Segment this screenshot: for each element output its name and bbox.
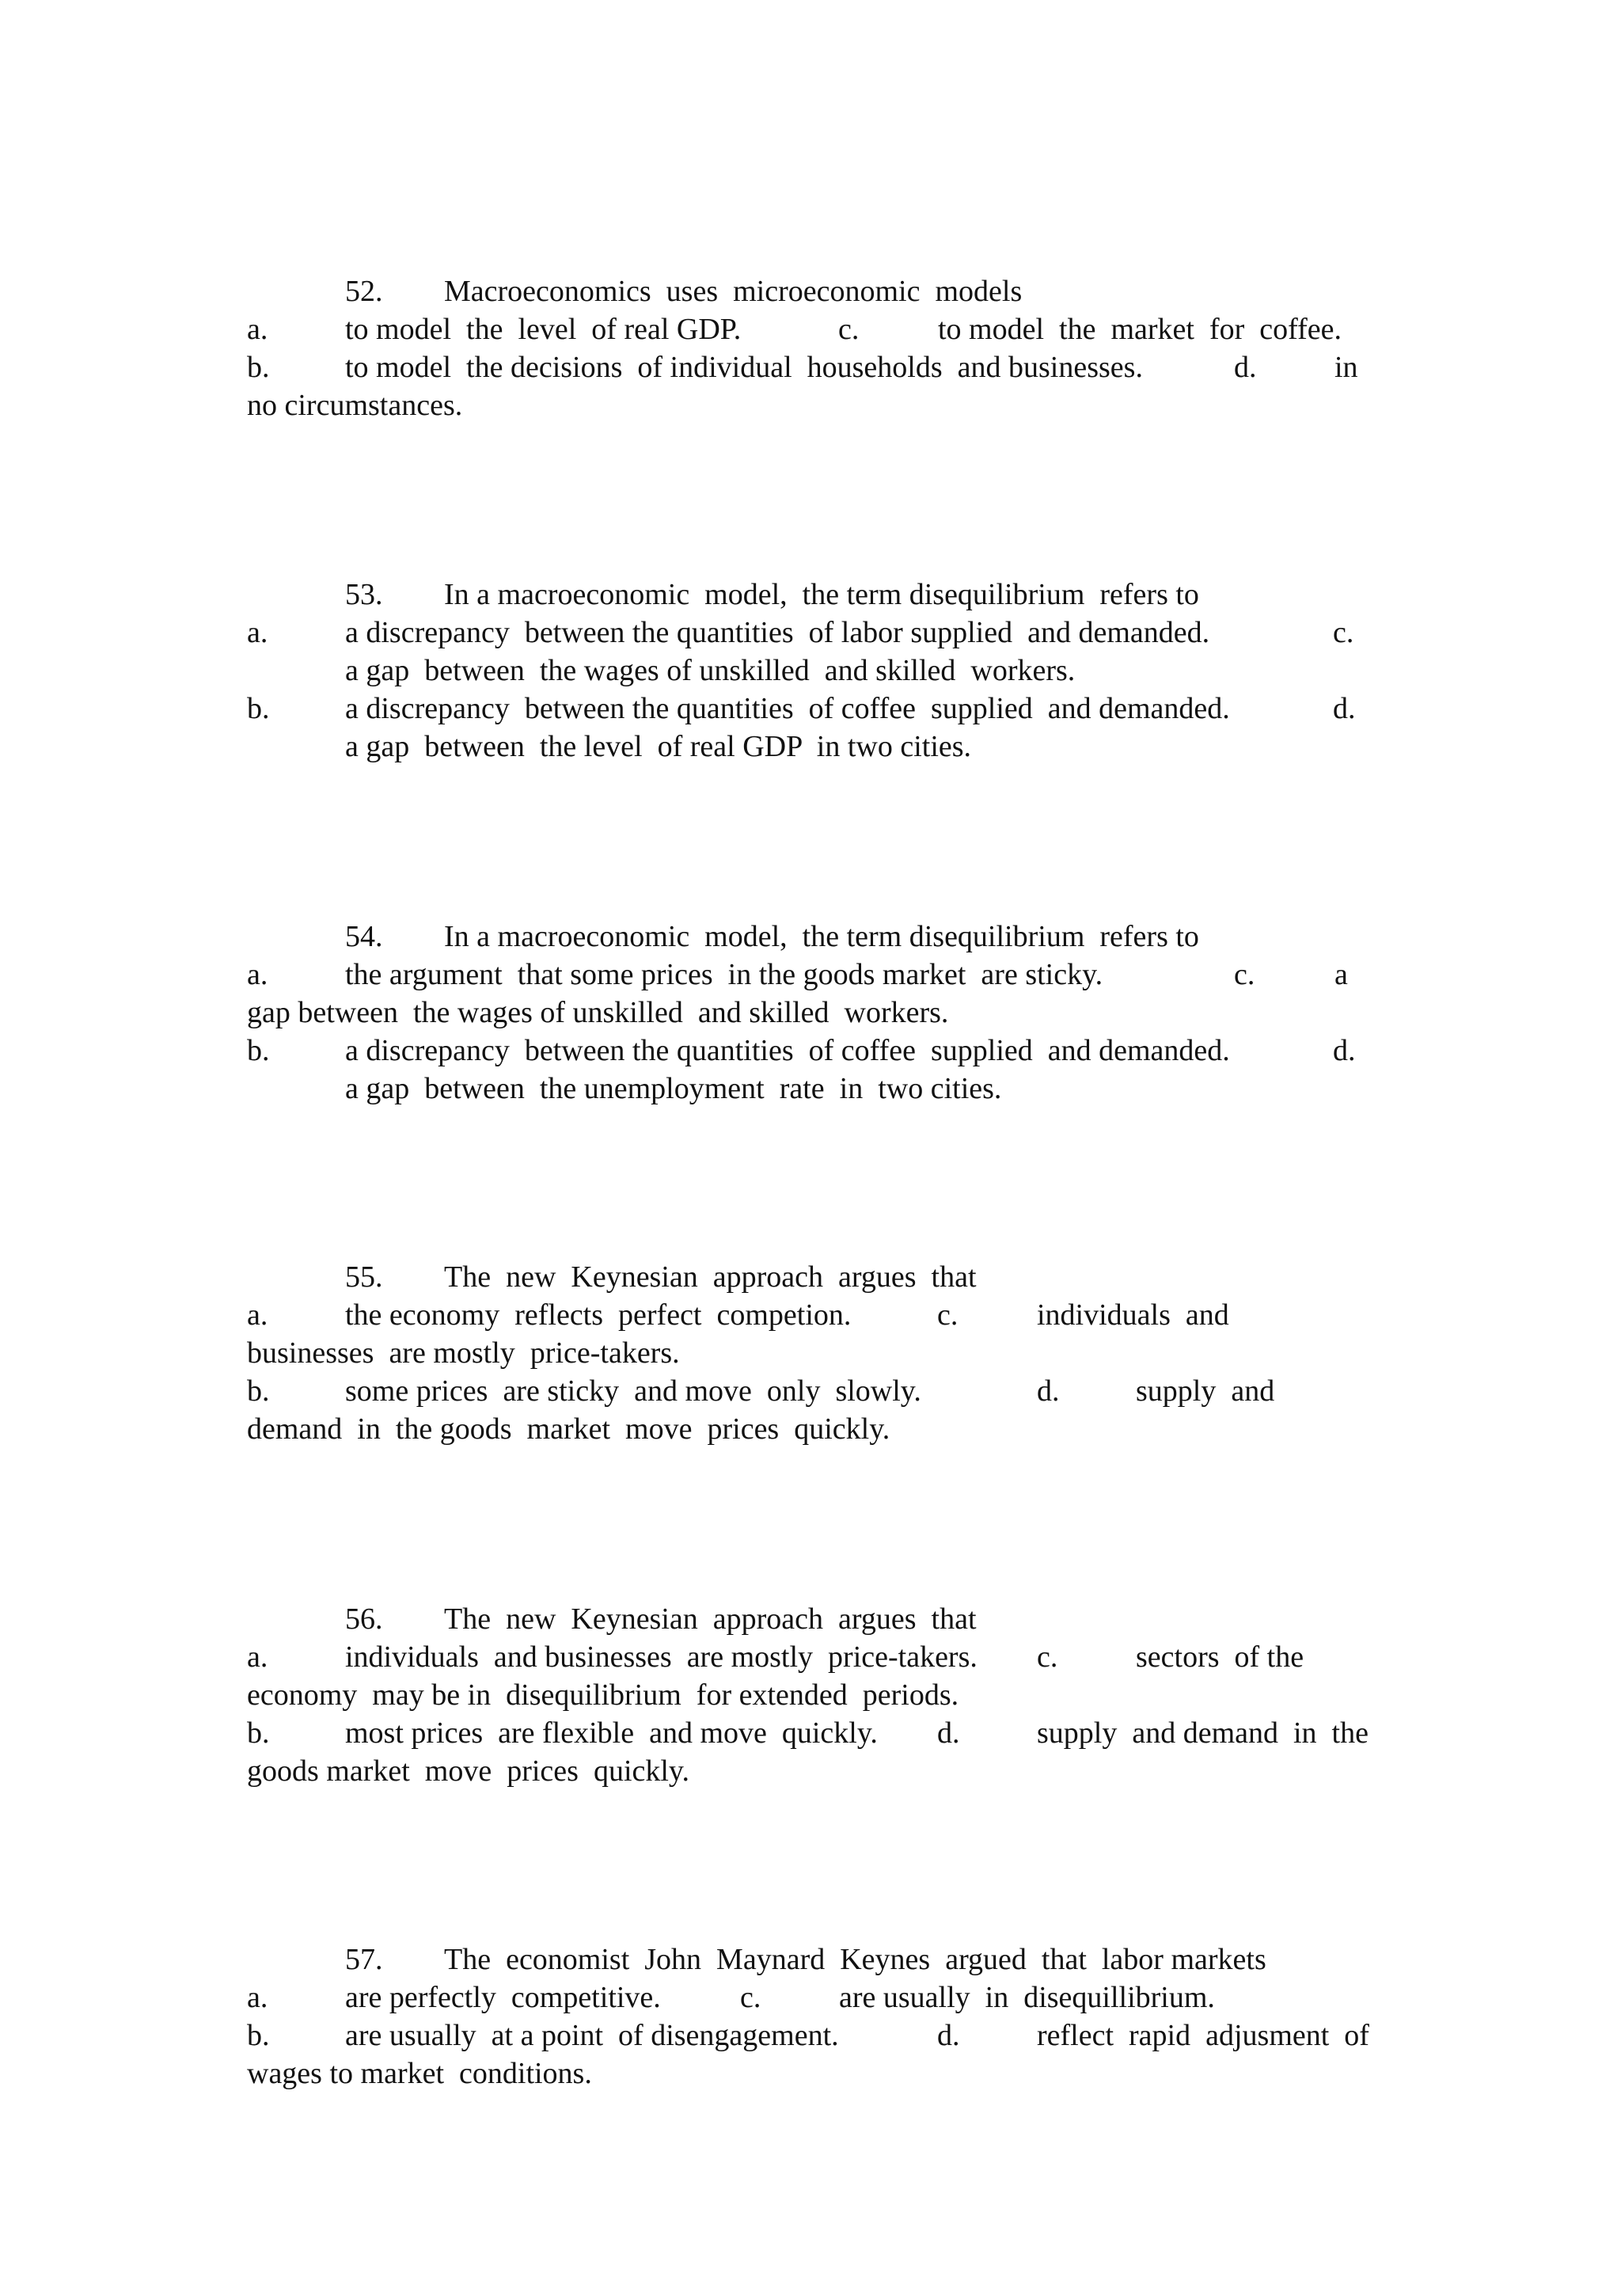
question-number: 54. [345, 920, 383, 953]
choice-letter: d. [937, 2019, 960, 2052]
choice-letter: c. [937, 1298, 959, 1332]
question-number: 53. [345, 578, 383, 611]
q55-wrap-line [0, 1411, 890, 1520]
choice-letter: c. [1234, 958, 1255, 991]
choice-text: a gap between the unemployment rate in two cities. [345, 1072, 1002, 1105]
choice-text: sectors of the [1136, 1640, 1304, 1674]
choice-letter: a. [247, 1981, 268, 2014]
q53-choice-line [0, 728, 972, 838]
choice-text: no circumstances. [247, 389, 463, 422]
choice-text: individuals and businesses are mostly price-takers. [345, 1640, 978, 1674]
choice-text: the economy reflects perfect competion. [345, 1298, 852, 1332]
choice-letter: d. [1037, 1374, 1060, 1408]
choice-text: individuals and [1037, 1298, 1229, 1332]
choice-text: are usually at a point of disengagement. [345, 2019, 839, 2052]
choice-text: a gap between the wages of unskilled and skilled workers. [345, 654, 1076, 687]
choice-text: reflect rapid adjusment of [1037, 2019, 1369, 2052]
choice-letter: b. [247, 351, 270, 384]
choice-text: demand in the goods market move prices quickly. [247, 1412, 890, 1446]
question-stem: The economist John Maynard Keynes argued that labor markets [444, 1943, 1266, 1976]
q52-wrap-line [0, 387, 463, 496]
choice-letter: a. [247, 958, 268, 991]
choice-letter: d. [1333, 692, 1356, 725]
choice-text: a discrepancy between the quantities of coffee supplied and demanded. [345, 692, 1230, 725]
question-stem: The new Keynesian approach argues that [444, 1260, 977, 1294]
question-stem: Macroeconomics uses microeconomic models [444, 275, 1023, 308]
choice-text: are usually in disequillibrium. [839, 1981, 1215, 2014]
choice-letter: d. [937, 1716, 960, 1750]
choice-text: a discrepancy between the quantities of coffee supplied and demanded. [345, 1034, 1230, 1067]
choice-text: a [1334, 958, 1348, 991]
choice-text: wages to market conditions. [247, 2057, 592, 2090]
choice-letter: a. [247, 1298, 268, 1332]
choice-text: to model the level of real GDP. [345, 313, 742, 346]
choice-letter: c. [1037, 1640, 1058, 1674]
choice-letter: d. [1234, 351, 1257, 384]
choice-text: supply and demand in the [1037, 1716, 1369, 1750]
choice-text: the argument that some prices in the goods market are sticky. [345, 958, 1103, 991]
choice-text: most prices are flexible and move quickly. [345, 1716, 878, 1750]
question-stem: The new Keynesian approach argues that [444, 1602, 977, 1636]
question-stem: In a macroeconomic model, the term disequilibrium refers to [444, 920, 1199, 953]
choice-letter: c. [838, 313, 860, 346]
question-number: 56. [345, 1602, 383, 1636]
q54-choice-line [0, 1070, 1002, 1180]
choice-text: a discrepancy between the quantities of labor supplied and demanded. [345, 616, 1210, 649]
choice-letter: a. [247, 1640, 268, 1674]
q56-wrap-line [0, 1753, 689, 1862]
choice-letter: b. [247, 692, 270, 725]
question-stem: In a macroeconomic model, the term disequilibrium refers to [444, 578, 1199, 611]
q57-wrap-line [0, 2055, 592, 2165]
choice-letter: b. [247, 1374, 270, 1408]
question-number: 57. [345, 1943, 383, 1976]
choice-text: in [1334, 351, 1358, 384]
choice-letter: c. [740, 1981, 761, 2014]
choice-letter: b. [247, 2019, 270, 2052]
choice-text: supply and [1136, 1374, 1275, 1408]
choice-text: goods market move prices quickly. [247, 1754, 689, 1788]
choice-text: businesses are mostly price-takers. [247, 1336, 680, 1370]
choice-letter: a. [247, 313, 268, 346]
choice-text: a gap between the level of real GDP in two cities. [345, 730, 972, 763]
choice-letter: b. [247, 1034, 270, 1067]
choice-text: economy may be in disequilibrium for extended periods. [247, 1678, 959, 1712]
choice-text: to model the market for coffee. [938, 313, 1342, 346]
choice-letter: d. [1333, 1034, 1356, 1067]
question-number: 52. [345, 275, 383, 308]
choice-text: gap between the wages of unskilled and skilled workers. [247, 996, 949, 1029]
choice-text: are perfectly competitive. [345, 1981, 661, 2014]
choice-text: some prices are sticky and move only slowly. [345, 1374, 921, 1408]
choice-letter: c. [1333, 616, 1354, 649]
choice-text: to model the decisions of individual households and businesses. [345, 351, 1143, 384]
choice-letter: b. [247, 1716, 270, 1750]
question-number: 55. [345, 1260, 383, 1294]
choice-letter: a. [247, 616, 268, 649]
